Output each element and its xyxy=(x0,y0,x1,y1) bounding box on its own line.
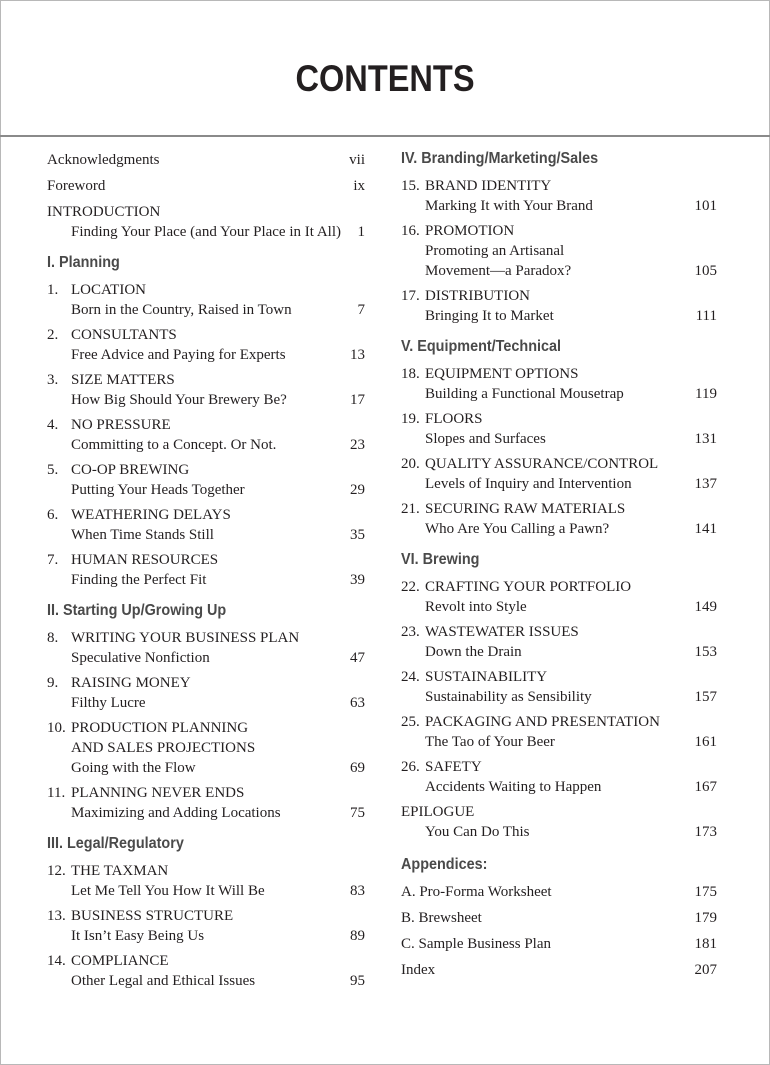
chapter-subtitle: Bringing It to Market xyxy=(425,308,554,324)
part-heading: II. Starting Up/Growing Up xyxy=(47,602,227,619)
toc-chapter[interactable] xyxy=(47,951,365,991)
chapter-subtitle: Levels of Inquiry and Intervention xyxy=(425,476,632,492)
chapter-number: 17. xyxy=(401,288,420,304)
chapter-subtitle: Going with the Flow xyxy=(71,760,196,776)
chapter-subtitle: Finding the Perfect Fit xyxy=(71,572,207,588)
chapter-subtitle: Who Are You Calling a Pawn? xyxy=(425,521,610,537)
chapter-title: RAISING MONEY xyxy=(71,675,191,691)
appendix-item[interactable] xyxy=(401,934,717,954)
chapter-subtitle: Down the Drain xyxy=(425,644,522,660)
chapter-subtitle: Building a Functional Mousetrap xyxy=(425,386,624,402)
chapter-title: PLANNING NEVER ENDS xyxy=(71,785,245,801)
chapter-title: PROMOTION xyxy=(425,223,515,239)
chapter-title: INTRODUCTION xyxy=(47,204,161,220)
part-heading: IV. Branding/Marketing/Sales xyxy=(401,150,599,167)
chapter-number: 9. xyxy=(47,675,59,691)
chapter-number: 13. xyxy=(47,908,66,924)
chapter-title: WASTEWATER ISSUES xyxy=(425,624,579,640)
page-number: 39 xyxy=(350,572,365,588)
part5-chapter-list xyxy=(401,364,717,539)
chapter-title: BUSINESS STRUCTURE xyxy=(71,908,234,924)
part-heading: I. Planning xyxy=(47,254,120,271)
page-number: 47 xyxy=(350,650,365,666)
chapter-title: SECURING RAW MATERIALS xyxy=(425,501,626,517)
chapter-title: FLOORS xyxy=(425,411,483,427)
chapter-number: 21. xyxy=(401,501,420,517)
page-number: 111 xyxy=(695,308,717,324)
toc-chapter[interactable] xyxy=(47,325,365,365)
chapter-number: 4. xyxy=(47,417,59,433)
page-number: 83 xyxy=(350,883,365,899)
chapter-subtitle: The Tao of Your Beer xyxy=(425,734,555,750)
page-number: vii xyxy=(349,152,365,168)
page-number: 17 xyxy=(350,392,365,408)
chapter-title: WEATHERING DELAYS xyxy=(71,507,231,523)
toc-epilogue[interactable] xyxy=(401,802,717,842)
entry-label: A. Pro-Forma Worksheet xyxy=(401,884,552,900)
toc-chapter[interactable] xyxy=(401,364,717,404)
page-number: 13 xyxy=(350,347,365,363)
chapter-subtitle: Free Advice and Paying for Experts xyxy=(71,347,286,363)
appendix-item[interactable] xyxy=(401,960,717,980)
chapter-title: CONSULTANTS xyxy=(71,327,177,343)
page-number: 157 xyxy=(694,689,717,705)
toc-chapter[interactable] xyxy=(47,550,365,590)
chapter-number: 14. xyxy=(47,953,66,969)
chapter-title: COMPLIANCE xyxy=(71,953,169,969)
page-number: ix xyxy=(353,178,365,194)
toc-chapter[interactable] xyxy=(401,454,717,494)
chapter-number: 26. xyxy=(401,759,420,775)
toc-chapter[interactable] xyxy=(47,460,365,500)
entry-label: C. Sample Business Plan xyxy=(401,936,552,952)
chapter-title: SIZE MATTERS xyxy=(71,372,175,388)
part-heading: VI. Brewing xyxy=(401,551,480,568)
chapter-number: 1. xyxy=(47,282,59,298)
chapter-title: SUSTAINABILITY xyxy=(425,669,548,685)
chapter-number: 15. xyxy=(401,178,420,194)
chapter-title: SAFETY xyxy=(425,759,482,775)
toc-chapter[interactable] xyxy=(401,221,717,281)
page-number: 153 xyxy=(694,644,717,660)
toc-chapter[interactable] xyxy=(47,370,365,410)
toc-left-column xyxy=(47,150,365,996)
chapter-title: BRAND IDENTITY xyxy=(425,178,552,194)
chapter-title: WRITING YOUR BUSINESS PLAN xyxy=(71,630,300,646)
toc-chapter[interactable] xyxy=(47,861,365,901)
page-number: 207 xyxy=(694,962,717,978)
chapter-number: 3. xyxy=(47,372,59,388)
chapter-number: 8. xyxy=(47,630,59,646)
page-number: 23 xyxy=(350,437,365,453)
page-number: 173 xyxy=(694,824,717,840)
toc-chapter[interactable] xyxy=(401,499,717,539)
chapter-subtitle: Accidents Waiting to Happen xyxy=(425,779,602,795)
chapter-subtitle: How Big Should Your Brewery Be? xyxy=(71,392,287,408)
page-number: 101 xyxy=(694,198,717,214)
chapter-title: EQUIPMENT OPTIONS xyxy=(425,366,579,382)
part-heading: V. Equipment/Technical xyxy=(401,338,562,355)
chapter-number: 12. xyxy=(47,863,66,879)
entry-label: Foreword xyxy=(47,178,106,194)
toc-chapter[interactable] xyxy=(401,757,717,797)
page-number: 63 xyxy=(350,695,365,711)
chapter-subtitle: It Isn’t Easy Being Us xyxy=(71,928,205,944)
chapter-title: DISTRIBUTION xyxy=(425,288,530,304)
chapter-subtitle: Other Legal and Ethical Issues xyxy=(71,973,256,989)
page-number: 95 xyxy=(350,973,365,989)
chapter-title: PRODUCTION PLANNING xyxy=(71,720,249,736)
page-number: 105 xyxy=(694,263,717,279)
chapter-number: 16. xyxy=(401,223,420,239)
toc-chapter[interactable] xyxy=(47,415,365,455)
chapter-subtitle: Sustainability as Sensibility xyxy=(425,689,592,705)
header-divider xyxy=(0,135,770,137)
page-number: 137 xyxy=(694,476,717,492)
toc-chapter[interactable] xyxy=(401,286,717,326)
chapter-title: NO PRESSURE xyxy=(71,417,171,433)
chapter-title: EPILOGUE xyxy=(401,804,475,820)
part6-chapter-list xyxy=(401,577,717,797)
chapter-subtitle: Maximizing and Adding Locations xyxy=(71,805,281,821)
page-number: 89 xyxy=(350,928,365,944)
page-number: 7 xyxy=(357,302,365,318)
chapter-title: THE TAXMAN xyxy=(71,863,169,879)
chapter-number: 22. xyxy=(401,579,420,595)
chapter-number: 20. xyxy=(401,456,420,472)
toc-chapter[interactable] xyxy=(401,622,717,662)
toc-introduction[interactable] xyxy=(47,202,365,242)
page-title: CONTENTS xyxy=(295,58,475,99)
chapter-subtitle: When Time Stands Still xyxy=(71,527,214,543)
toc-chapter[interactable] xyxy=(47,280,365,320)
chapter-subtitle: Putting Your Heads Together xyxy=(71,482,245,498)
chapter-number: 18. xyxy=(401,366,420,382)
page-number: 149 xyxy=(694,599,717,615)
page-number: 131 xyxy=(694,431,717,447)
chapter-subtitle: Filthy Lucre xyxy=(71,695,146,711)
chapter-number: 24. xyxy=(401,669,420,685)
chapter-title: LOCATION xyxy=(71,282,146,298)
page-number: 167 xyxy=(694,779,717,795)
entry-label: B. Brewsheet xyxy=(401,910,482,926)
toc-chapter[interactable] xyxy=(401,409,717,449)
chapter-number: 5. xyxy=(47,462,59,478)
entry-label: Index xyxy=(401,962,436,978)
page-number: 35 xyxy=(350,527,365,543)
toc-chapter[interactable] xyxy=(47,505,365,545)
chapter-subtitle-continued: Movement—a Paradox? xyxy=(425,263,572,279)
chapter-subtitle: Marking It with Your Brand xyxy=(425,198,593,214)
page-number: 1 xyxy=(357,224,365,240)
chapter-number: 11. xyxy=(47,785,66,801)
toc-chapter[interactable] xyxy=(47,906,365,946)
chapter-number: 2. xyxy=(47,327,59,343)
appendix-list xyxy=(401,882,717,980)
page-number: 141 xyxy=(694,521,717,537)
appendix-item[interactable] xyxy=(401,882,717,902)
chapter-subtitle: Promoting an Artisanal xyxy=(425,243,565,259)
chapter-title: CO-OP BREWING xyxy=(71,462,190,478)
toc-chapter[interactable] xyxy=(401,712,717,752)
entry-label: Acknowledgments xyxy=(47,152,160,168)
toc-front-foreword[interactable] xyxy=(47,176,365,196)
toc-chapter[interactable] xyxy=(47,673,365,713)
appendices-heading: Appendices: xyxy=(401,856,488,873)
part3-chapter-list xyxy=(47,861,365,991)
chapter-subtitle: Born in the Country, Raised in Town xyxy=(71,302,292,318)
toc-chapter[interactable] xyxy=(47,718,365,778)
chapter-subtitle: You Can Do This xyxy=(425,824,530,840)
chapter-subtitle: Let Me Tell You How It Will Be xyxy=(71,883,265,899)
page-number: 29 xyxy=(350,482,365,498)
chapter-subtitle: Committing to a Concept. Or Not. xyxy=(71,437,277,453)
chapter-subtitle: Finding Your Place (and Your Place in It All) xyxy=(71,224,341,240)
toc-right-column xyxy=(401,148,717,986)
chapter-title: PACKAGING AND PRESENTATION xyxy=(425,714,660,730)
appendix-item[interactable] xyxy=(401,908,717,928)
toc-chapter[interactable] xyxy=(401,176,717,216)
chapter-title: QUALITY ASSURANCE/CONTROL xyxy=(425,456,659,472)
chapter-subtitle: Speculative Nonfiction xyxy=(71,650,210,666)
chapter-title-continued: AND SALES PROJECTIONS xyxy=(71,740,256,756)
page-number: 119 xyxy=(695,386,717,402)
chapter-number: 7. xyxy=(47,552,59,568)
toc-chapter[interactable] xyxy=(401,577,717,617)
chapter-title: HUMAN RESOURCES xyxy=(71,552,219,568)
toc-front-acknowledgments[interactable] xyxy=(47,150,365,170)
chapter-subtitle: Slopes and Surfaces xyxy=(425,431,546,447)
chapter-title: CRAFTING YOUR PORTFOLIO xyxy=(425,579,632,595)
chapter-subtitle: Revolt into Style xyxy=(425,599,527,615)
toc-chapter[interactable] xyxy=(47,628,365,668)
page-number: 69 xyxy=(350,760,365,776)
page-number: 175 xyxy=(694,884,717,900)
chapter-number: 10. xyxy=(47,720,66,736)
chapter-number: 6. xyxy=(47,507,59,523)
chapter-number: 23. xyxy=(401,624,420,640)
chapter-number: 19. xyxy=(401,411,420,427)
page-number: 181 xyxy=(694,936,717,952)
toc-chapter[interactable] xyxy=(47,783,365,823)
part1-chapter-list xyxy=(47,280,365,590)
part-heading: III. Legal/Regulatory xyxy=(47,835,184,852)
page-number: 179 xyxy=(694,910,717,926)
toc-chapter[interactable] xyxy=(401,667,717,707)
chapter-number: 25. xyxy=(401,714,420,730)
page-number: 75 xyxy=(350,805,365,821)
page-number: 161 xyxy=(694,734,717,750)
